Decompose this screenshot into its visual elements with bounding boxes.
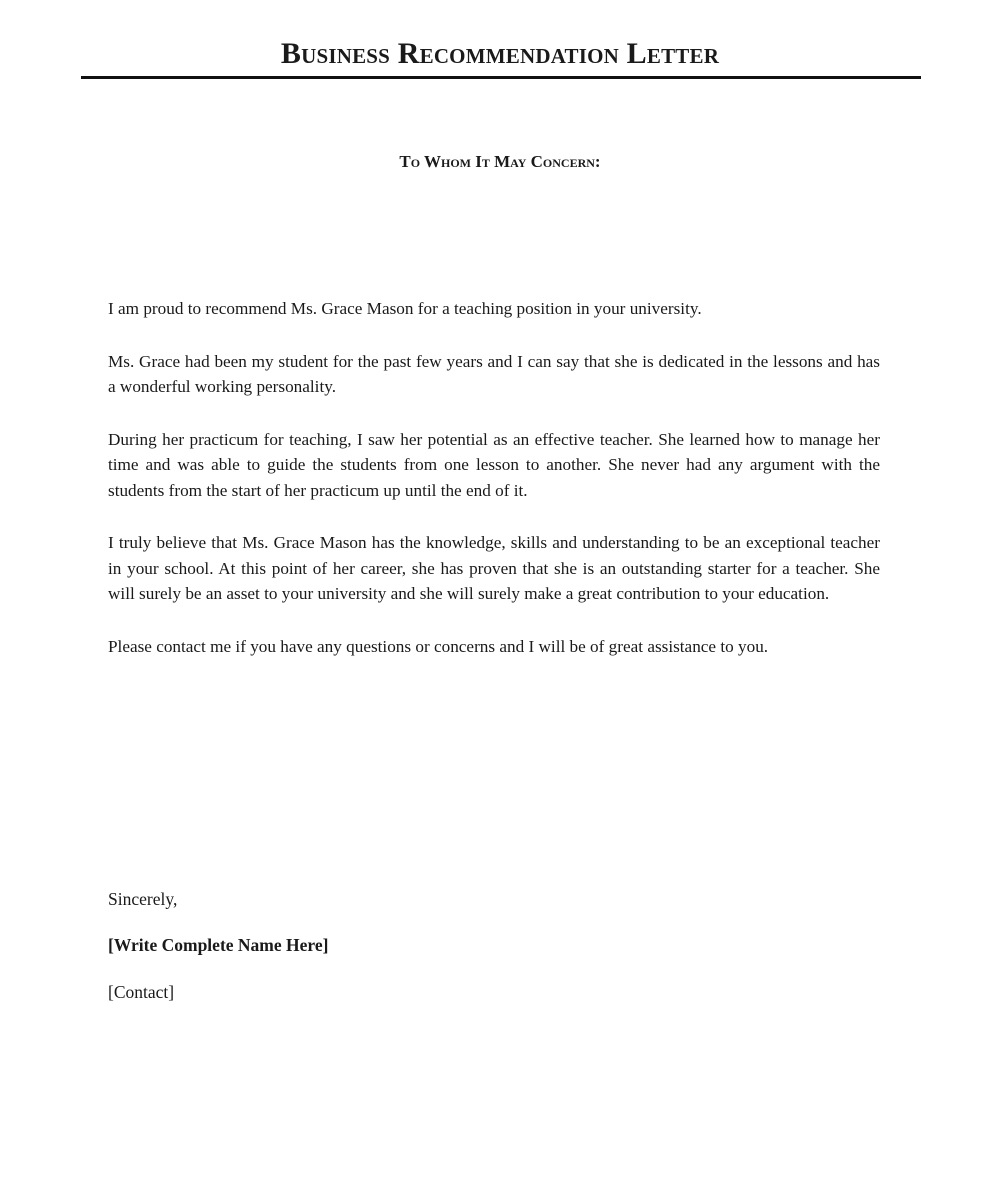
- body-paragraph-4: I truly believe that Ms. Grace Mason has the knowledge, skills and understanding to be an exceptional teacher in your school. At this point of her career, she has proven that she is an outstanding starter for a teacher. She will surely be an asset to your university and she will surely make a great contribution to your education.: [108, 533, 880, 603]
- salutation: To Whom It May Concern:: [399, 152, 601, 171]
- signer-name-placeholder: [Write Complete Name Here]: [108, 935, 329, 955]
- body-paragraph-5: Please contact me if you have any questions or concerns and I will be of great assistance to you.: [108, 636, 769, 656]
- letter-body: [108, 296, 880, 686]
- body-paragraph-1: I am proud to recommend Ms. Grace Mason for a teaching position in your university.: [108, 299, 702, 318]
- body-paragraph-2: Ms. Grace had been my student for the past few years and I can say that she is dedicated in the lessons and has a wonderful working personality.: [108, 351, 880, 396]
- contact-placeholder: [Contact]: [108, 982, 175, 1002]
- closing: Sincerely,: [108, 889, 178, 909]
- body-paragraph-3: During her practicum for teaching, I saw her potential as an effective teacher. She learned how to manage her time and was able to guide the students from one lesson to another. She never had any argument with the students from the start of her practicum up until the end of it.: [108, 429, 880, 500]
- letter-title: Business Recommendation Letter: [280, 37, 720, 70]
- title-underline-rule: [81, 76, 921, 79]
